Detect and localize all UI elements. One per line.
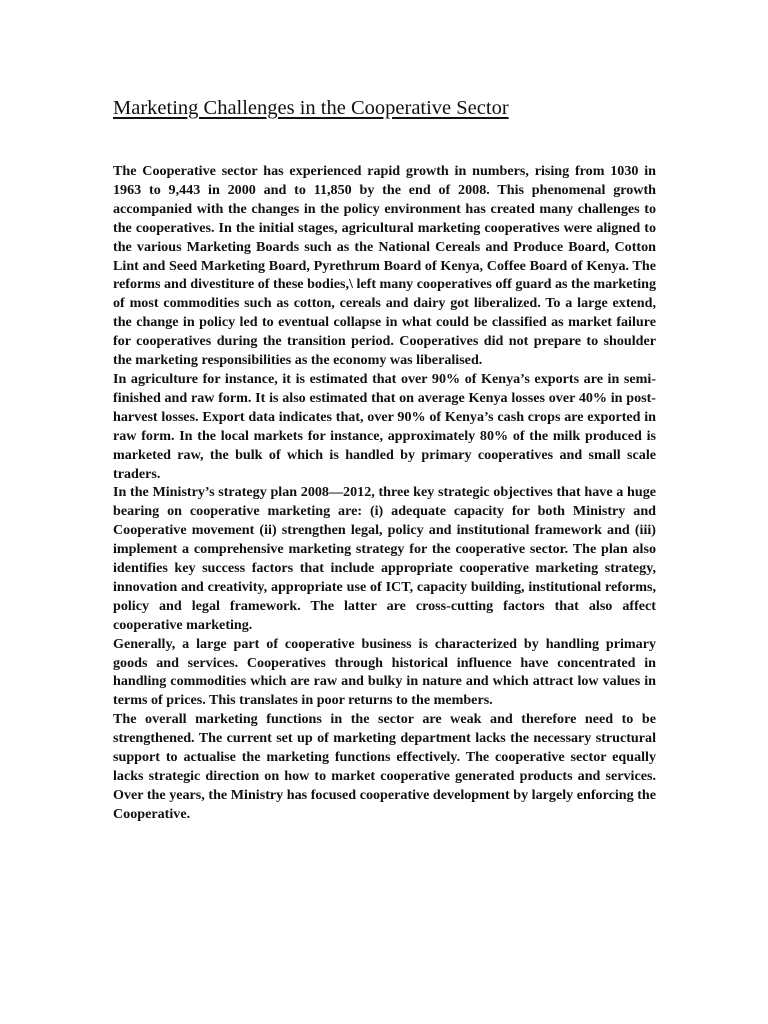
paragraph-strategy-plan: In the Ministry’s strategy plan 2008—2012, three key strategic objectives that have a huge bearing on cooperative marketing are: (i) adequate capacity for both Ministry and Cooperative movement (ii) strengthen legal, policy and institutional framework and (iii) implement a comprehensive marketing strategy for the cooperative sector. The plan also identifies key success factors that include appropriate cooperative marketing strategy, innovation and creativity, appropriate use of ICT, capacity building, institutional reforms, policy and legal framework. The latter are cross-cutting factors that also affect cooperative marketing. [113, 484, 656, 633]
document-page [113, 94, 656, 824]
paragraph-agriculture-exports: In agriculture for instance, it is estimated that over 90% of Kenya’s exports are in semi-finished and raw form. It is also estimated that on average Kenya losses over 40% in post-harvest losses. Export data indicates that, over 90% of Kenya’s cash crops are exported in raw form. In the local markets for instance, approximately 80% of the milk produced is marketed raw, the bulk of which is handled by primary cooperatives and small scale traders. [113, 370, 656, 482]
paragraph-primary-goods: Generally, a large part of cooperative business is characterized by handling primary goods and services. Cooperatives through historical influence have concentrated in handling commodities which are raw and bulky in nature and which attract low values in terms of prices. This translates in poor returns to the members. [113, 635, 656, 709]
paragraph-marketing-functions: The overall marketing functions in the sector are weak and therefore need to be strengthened. The current set up of marketing department lacks the necessary structural support to actualise the marketing functions effectively. The cooperative sector equally lacks strategic direction on how to market cooperative generated products and services. Over the years, the Ministry has focused cooperative development by largely enforcing the Cooperative. [113, 711, 656, 822]
document-title: Marketing Challenges in the Cooperative Sector [113, 97, 509, 119]
paragraph-cooperative-growth: The Cooperative sector has experienced rapid growth in numbers, rising from 1030 in 1963 to 9,443 in 2000 and to 11,850 by the end of 2008. This phenomenal growth accompanied with the changes in the policy environment has created many challenges to the cooperatives. In the initial stages, agricultural marketing cooperatives were aligned to the various Marketing Boards such as the National Cereals and Produce Board, Cotton Lint and Seed Marketing Board, Pyrethrum Board of Kenya, Coffee Board of Kenya. The reforms and divestiture of these bodies,\ left many cooperatives off guard as the marketing of most commodities such as cotton, cereals and dairy got liberalized. To a large extend, the change in policy led to eventual collapse in what could be classified as market failure for cooperatives during the transition period. Cooperatives did not prepare to shoulder the marketing responsibilities as the economy was liberalised. [113, 163, 656, 369]
